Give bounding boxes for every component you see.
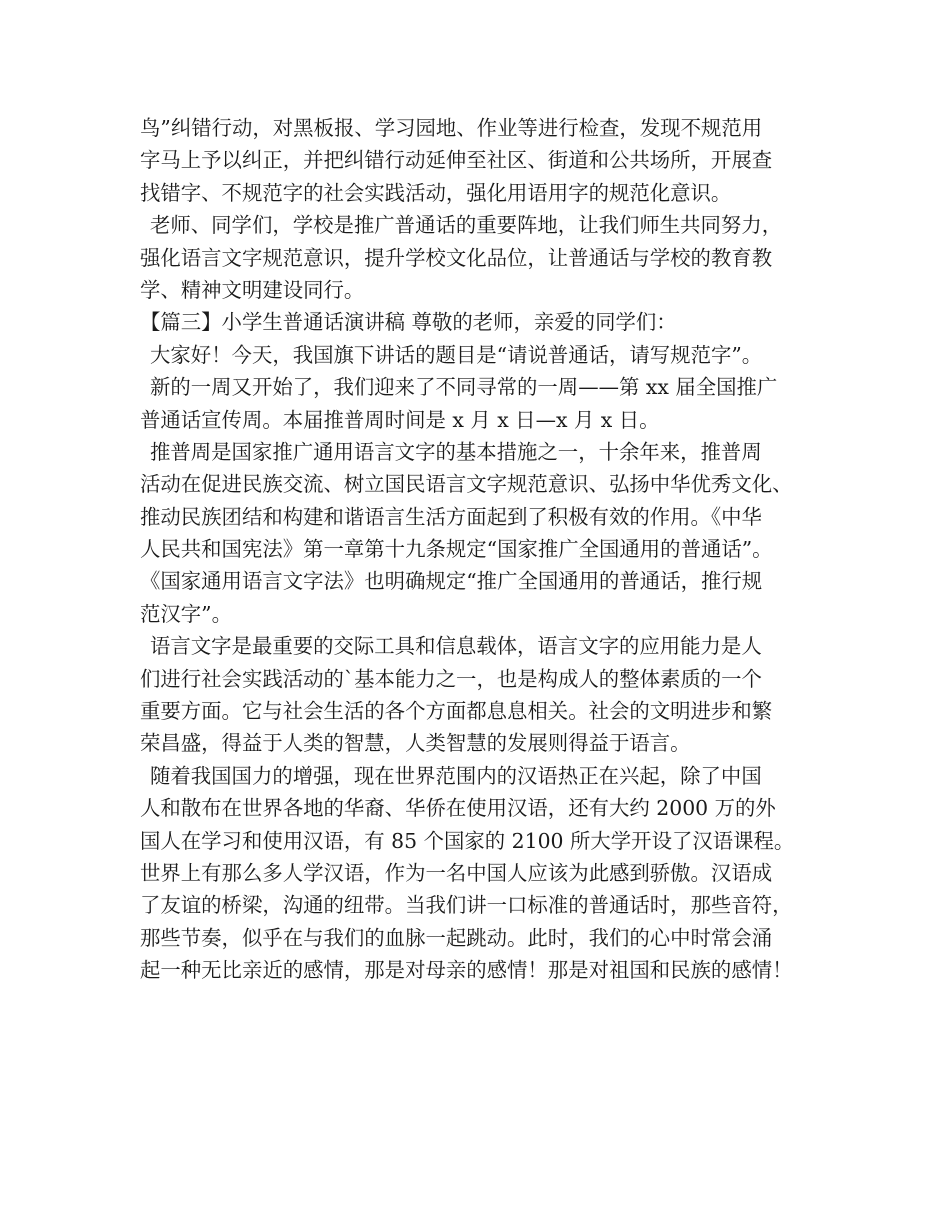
text-line: 人和散布在世界各地的华裔、华侨在使用汉语，还有大约 2000 万的外 <box>140 796 776 821</box>
document-body <box>140 112 830 987</box>
text-line: 字马上予以纠正，并把纠错行动延伸至社区、街道和公共场所，开展查 <box>140 148 773 173</box>
text-line: 国人在学习和使用汉语，有 85 个国家的 2100 所大学开设了汉语课程。 <box>140 828 795 853</box>
text-line: 了友谊的桥梁，沟通的纽带。当我们讲一口标准的普通话时，那些音符， <box>140 893 793 918</box>
text-line: 《国家通用语言文字法》也明确规定“推广全国通用的普通话，推行规 <box>140 569 763 594</box>
text-line: 范汉字”。 <box>140 601 232 626</box>
text-line: 们进行社会实践活动的`基本能力之一，也是构成人的整体素质的一个 <box>140 666 762 691</box>
text-line: 世界上有那么多人学汉语，作为一名中国人应该为此感到骄傲。汉语成 <box>140 860 773 885</box>
text-line: 强化语言文字规范意识，提升学校文化品位，让普通话与学校的教育教 <box>140 245 773 270</box>
text-line: 荣昌盛，得益于人类的智慧，人类智慧的发展则得益于语言。 <box>140 731 691 756</box>
text-line: 普通话宣传周。本届推普周时间是 x 月 x 日—x 月 x 日。 <box>140 407 660 432</box>
text-line: 老师、同学们，学校是推广普通话的重要阵地，让我们师生共同努力， <box>150 213 783 238</box>
text-line: 随着我国国力的增强，现在世界范围内的汉语热正在兴起，除了中国 <box>150 763 762 788</box>
text-line: 大家好！今天，我国旗下讲话的题目是“请说普通话，请写规范字”。 <box>150 342 763 367</box>
text-line: 人民共和国宪法》第一章第十九条规定“国家推广全国通用的普通话”。 <box>140 537 773 562</box>
text-line: 起一种无比亲近的感情，那是对母亲的感情！那是对祖国和民族的感情！ <box>140 958 793 983</box>
text-line: 【篇三】小学生普通话演讲稿 尊敬的老师，亲爱的同学们： <box>140 310 677 335</box>
text-line: 重要方面。它与社会生活的各个方面都息息相关。社会的文明进步和繁 <box>140 699 773 724</box>
text-line: 推动民族团结和构建和谐语言生活方面起到了积极有效的作用。《中华 <box>140 504 762 529</box>
text-line: 鸟”纠错行动，对黑板报、学习园地、作业等进行检查，发现不规范用 <box>140 116 763 140</box>
text-line: 找错字、不规范字的社会实践活动，强化用语用字的规范化意识。 <box>140 180 732 205</box>
text-line: 学、精神文明建设同行。 <box>140 277 365 302</box>
text-line: 新的一周又开始了，我们迎来了不同寻常的一周——第 xx 届全国推广 <box>150 375 778 400</box>
text-line: 活动在促进民族交流、树立国民语言文字规范意识、弘扬中华优秀文化、 <box>140 472 793 497</box>
text-line: 推普周是国家推广通用语言文字的基本措施之一，十余年来，推普周 <box>150 439 762 464</box>
text-line: 语言文字是最重要的交际工具和信息载体，语言文字的应用能力是人 <box>150 634 762 659</box>
text-line: 那些节奏，似乎在与我们的血脉一起跳动。此时，我们的心中时常会涌 <box>140 925 773 950</box>
